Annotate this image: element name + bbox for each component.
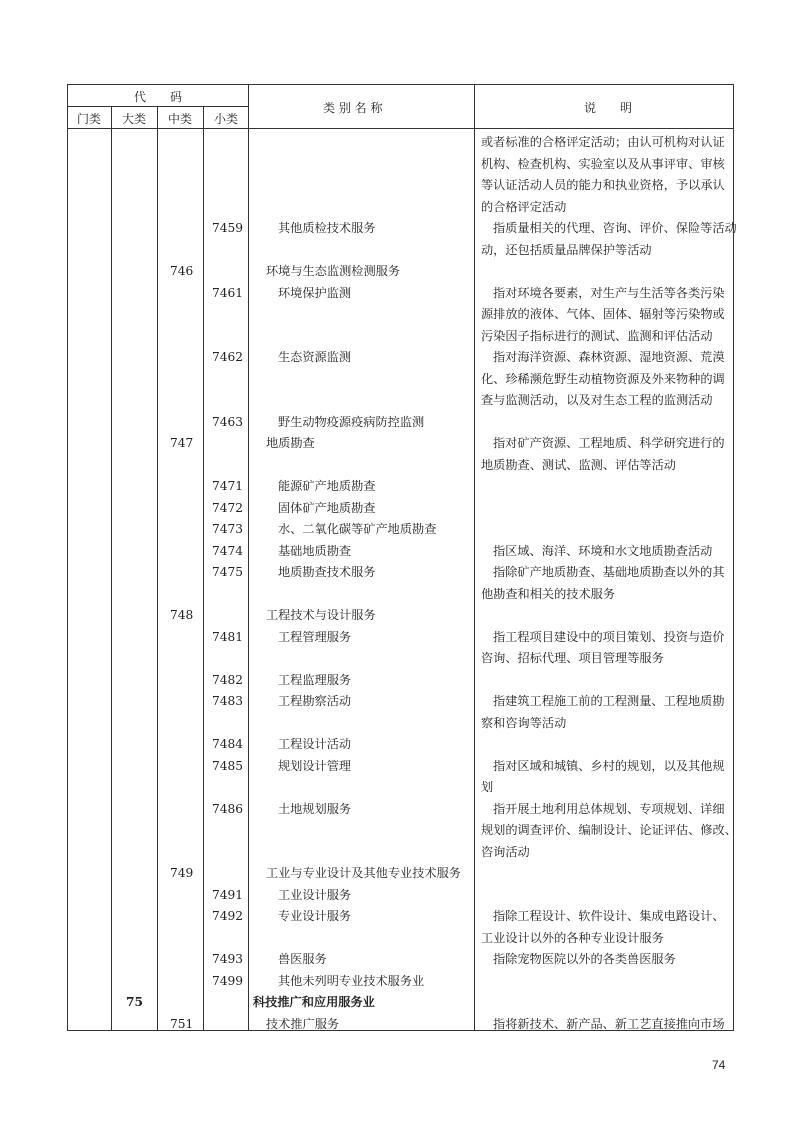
category-name: 固体矿产地质勘查 [278, 500, 376, 515]
code-xiao: 7493 [212, 952, 244, 966]
code-xiao: 7484 [212, 737, 244, 751]
description-line: 咨询活动 [481, 844, 530, 859]
description-line: 指除工程设计、软件设计、集成电路设计、 [493, 909, 725, 923]
description-line: 的合格评定活动 [481, 199, 567, 214]
category-name: 其他质检技术服务 [278, 221, 376, 235]
category-name: 工程管理服务 [278, 629, 352, 644]
description-line: 指建筑工程施工前的工程测量、工程地质勘 [493, 694, 725, 708]
category-name: 地质勘查技术服务 [278, 565, 376, 579]
description-line: 机构、检查机构、实验室以及从事评审、审核 [481, 156, 725, 171]
code-xiao: 7481 [212, 629, 244, 644]
header-desc: 说 明 [584, 101, 633, 115]
category-name: 工业设计服务 [278, 887, 352, 902]
header-men: 门类 [77, 112, 102, 126]
code-xiao: 7461 [212, 285, 244, 300]
category-name: 野生动物疫源疫病防控监测 [278, 414, 425, 429]
description-line: 污染因子指标进行的测试、监测和评估活动 [481, 328, 713, 343]
code-xiao: 7492 [212, 909, 244, 923]
category-name: 工程技术与设计服务 [266, 608, 376, 622]
col-rule-zhong [203, 106, 204, 1030]
code-zhong: 749 [170, 866, 194, 880]
page-number: 74 [712, 1058, 726, 1072]
description-line: 地质勘查、测试、监测、评估等活动 [481, 457, 676, 472]
description-line: 动，还包括质量品牌保护等活动 [481, 242, 652, 257]
description-line: 指区域、海洋、环境和水文地质勘查活动 [493, 543, 713, 558]
description-line: 工业设计以外的各种专业设计服务 [481, 930, 664, 945]
description-line: 指对区域和城镇、乡村的规划，以及其他规 [493, 758, 725, 773]
code-xiao: 7483 [212, 694, 244, 708]
col-rule-code [248, 84, 249, 1030]
header-name: 类 别 名 称 [323, 101, 383, 115]
table-left-border [67, 84, 68, 1030]
category-name: 地质勘查 [266, 436, 315, 450]
code-xiao: 7482 [212, 672, 244, 687]
code-xiao: 7474 [212, 543, 244, 558]
description-line: 指开展土地利用总体规划、专项规划、详细 [493, 801, 725, 816]
col-rule-men [111, 106, 112, 1030]
category-name: 土地规划服务 [278, 801, 352, 816]
category-name: 其他未列明专业技术服务业 [278, 973, 425, 988]
header-xiao: 小类 [214, 112, 239, 126]
code-xiao: 7471 [212, 479, 244, 493]
code-zhong: 748 [170, 608, 194, 622]
category-name: 生态资源监测 [278, 350, 352, 364]
category-name: 环境保护监测 [278, 285, 352, 300]
category-name: 工程监理服务 [278, 672, 352, 687]
category-name: 基础地质勘查 [278, 543, 352, 558]
header-code: 代 码 [134, 90, 183, 104]
description-line: 指对矿产资源、工程地质、科学研究进行的 [493, 436, 725, 450]
code-xiao: 7473 [212, 522, 244, 536]
code-xiao: 7462 [212, 350, 244, 364]
description-line: 他勘查和相关的技术服务 [481, 586, 616, 601]
description-line: 等认证活动人员的能力和执业资格，予以承认 [481, 178, 725, 192]
category-name: 专业设计服务 [278, 909, 352, 923]
code-da: 75 [126, 995, 143, 1009]
description-line: 指质量相关的代理、咨询、评价、保险等活动 [493, 221, 737, 235]
description-line: 指除宠物医院以外的各类兽医服务 [493, 952, 676, 966]
description-line: 查与监测活动，以及对生态工程的监测活动 [481, 393, 713, 407]
description-line: 咨询、招标代理、项目管理等服务 [481, 651, 664, 665]
description-line: 源排放的液体、气体、固体、辐射等污染物或 [481, 307, 725, 321]
description-line: 划 [481, 780, 494, 794]
description-line: 指对环境各要素，对生产与生活等各类污染 [493, 285, 725, 300]
description-line: 察和咨询等活动 [481, 715, 567, 730]
category-name: 环境与生态监测检测服务 [266, 264, 401, 278]
col-rule-name [474, 84, 475, 1030]
category-name: 工程设计活动 [278, 737, 352, 751]
description-line: 或者标准的合格评定活动；由认可机构对认证 [481, 135, 725, 149]
category-name: 工程勘察活动 [278, 694, 352, 708]
code-xiao: 7475 [212, 565, 244, 579]
description-line: 化、珍稀濒危野生动植物资源及外来物种的调 [481, 371, 725, 386]
description-line: 指工程项目建设中的项目策划、投资与造价 [493, 629, 725, 644]
table-top-border [67, 84, 734, 85]
category-name: 工业与专业设计及其他专业技术服务 [266, 866, 461, 880]
code-xiao: 7463 [212, 414, 244, 429]
category-name: 科技推广和应用服务业 [253, 995, 375, 1009]
category-name: 兽医服务 [278, 952, 327, 966]
code-zhong: 751 [170, 1016, 194, 1031]
col-rule-da [157, 106, 158, 1030]
category-name: 规划设计管理 [278, 758, 352, 773]
code-xiao: 7472 [212, 500, 244, 515]
description-line: 规划的调查评价、编制设计、论证评估、修改、 [481, 823, 737, 837]
description-line: 指除矿产地质勘查、基础地质勘查以外的其 [493, 565, 725, 579]
header-da: 大类 [122, 112, 147, 126]
category-name: 水、二氧化碳等矿产地质勘查 [278, 522, 437, 536]
code-xiao: 7486 [212, 801, 244, 816]
code-xiao: 7499 [212, 973, 244, 988]
code-xiao: 7485 [212, 758, 244, 773]
header-zhong: 中类 [168, 112, 193, 126]
code-zhong: 747 [170, 436, 194, 450]
category-name: 技术推广服务 [266, 1016, 340, 1031]
description-line: 指将新技术、新产品、新工艺直接推向市场 [493, 1016, 725, 1031]
description-line: 指对海洋资源、森林资源、湿地资源、荒漠 [493, 350, 725, 364]
code-xiao: 7459 [212, 221, 244, 235]
category-name: 能源矿产地质勘查 [278, 479, 376, 493]
header-bottom-rule [67, 128, 734, 129]
code-zhong: 746 [170, 264, 194, 278]
code-xiao: 7491 [212, 887, 244, 902]
